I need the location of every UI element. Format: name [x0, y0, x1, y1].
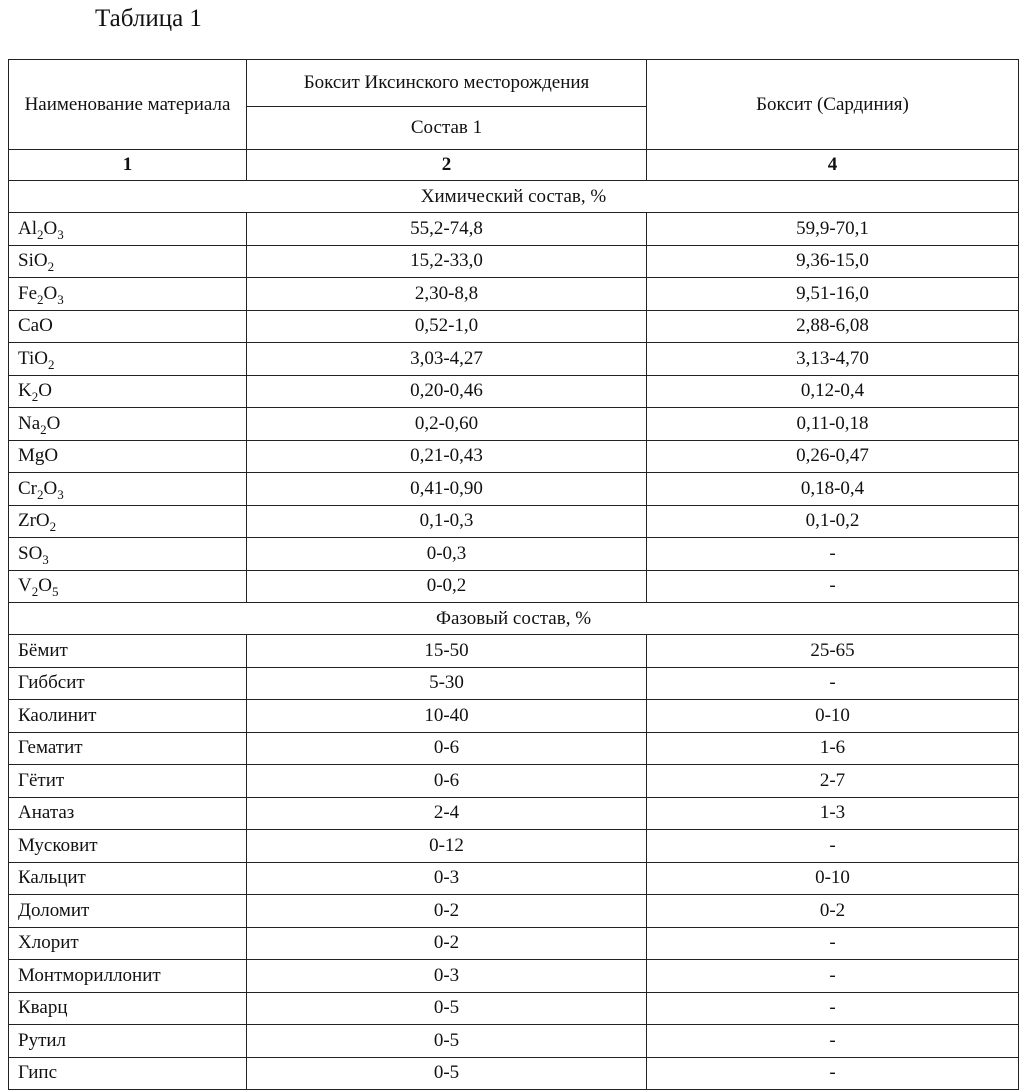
sardinia-value-cell: -: [647, 667, 1019, 700]
material-name-text: Каолинит: [18, 704, 97, 726]
material-name-text: Гиббсит: [18, 672, 85, 694]
formula-subscript: 2: [49, 519, 57, 535]
formula-subscript: 3: [57, 291, 64, 307]
formula-subscript: 2: [31, 584, 39, 600]
material-name-text: O: [38, 380, 52, 402]
sardinia-value-cell: 0,12-0,4: [647, 375, 1019, 408]
table-caption: Таблица 1: [95, 5, 202, 32]
table-body: [9, 60, 1019, 1090]
ixinsky-value-cell: 0,41-0,90: [247, 473, 647, 506]
material-name-text: CaO: [18, 315, 53, 337]
table-row: [9, 408, 1019, 441]
sardinia-value-cell: -: [647, 1057, 1019, 1090]
material-name-cell: [9, 343, 247, 376]
sardinia-value-cell: -: [647, 570, 1019, 603]
sardinia-value-cell: 0,26-0,47: [647, 440, 1019, 473]
material-name-cell: [9, 375, 247, 408]
table-row: [9, 862, 1019, 895]
material-name-text: MgO: [18, 445, 59, 467]
material-name-cell: [9, 927, 247, 960]
material-name-text: V: [18, 575, 32, 597]
material-name-text: Бёмит: [18, 639, 68, 661]
material-name-cell: [9, 310, 247, 343]
material-name-text: ZrO: [18, 510, 50, 532]
material-name-text: O: [43, 282, 58, 304]
table-row: [9, 700, 1019, 733]
table-row: [9, 343, 1019, 376]
formula-subscript: 3: [57, 486, 64, 502]
material-name-cell: [9, 408, 247, 441]
ixinsky-value-cell: 0-6: [247, 732, 647, 765]
ixinsky-value-cell: 0-0,3: [247, 538, 647, 571]
material-name-cell: [9, 732, 247, 765]
table-row: [9, 505, 1019, 538]
sardinia-value-cell: 0-10: [647, 700, 1019, 733]
section-row: [9, 603, 1019, 635]
ixinsky-value-cell: 2,30-8,8: [247, 278, 647, 311]
ixinsky-value-cell: 0,21-0,43: [247, 440, 647, 473]
material-name-text: Fe: [18, 282, 37, 304]
sardinia-value-cell: 2-7: [647, 765, 1019, 798]
material-name-text: Хлорит: [18, 932, 79, 954]
material-name-cell: [9, 1057, 247, 1090]
material-name-text: Na: [18, 412, 41, 434]
sardinia-value-cell: -: [647, 992, 1019, 1025]
table-row: [9, 765, 1019, 798]
table-row: [9, 538, 1019, 571]
table-row: [9, 895, 1019, 928]
material-name-cell: [9, 440, 247, 473]
material-name-cell: [9, 895, 247, 928]
table-row: [9, 960, 1019, 993]
material-name-text: Гётит: [18, 769, 65, 791]
table-row: [9, 797, 1019, 830]
ixinsky-value-cell: 0-5: [247, 992, 647, 1025]
sardinia-value-cell: 9,51-16,0: [647, 278, 1019, 311]
material-name-cell: [9, 278, 247, 311]
sardinia-value-cell: 0,18-0,4: [647, 473, 1019, 506]
table-row: [9, 213, 1019, 246]
header-composition-1: Состав 1: [247, 107, 647, 150]
table-row: [9, 830, 1019, 863]
ixinsky-value-cell: 0,2-0,60: [247, 408, 647, 441]
material-name-cell: [9, 797, 247, 830]
material-name-text: Кальцит: [18, 867, 86, 889]
material-name-cell: [9, 213, 247, 246]
material-name-cell: [9, 667, 247, 700]
formula-subscript: 2: [31, 389, 39, 405]
composition-table: [8, 59, 1019, 1090]
material-name-text: Гематит: [18, 737, 83, 759]
material-name-text: SO: [18, 542, 43, 564]
sardinia-value-cell: 0,11-0,18: [647, 408, 1019, 441]
ixinsky-value-cell: 0-2: [247, 927, 647, 960]
formula-subscript: 2: [37, 486, 44, 502]
sardinia-value-cell: 1-6: [647, 732, 1019, 765]
formula-subscript: 2: [40, 421, 47, 437]
sardinia-value-cell: 9,36-15,0: [647, 245, 1019, 278]
formula-subscript: 3: [42, 551, 49, 567]
table-row: [9, 245, 1019, 278]
ixinsky-value-cell: 0-0,2: [247, 570, 647, 603]
header-material-name: Наименование материала: [9, 60, 247, 150]
material-name-text: O: [43, 217, 58, 239]
table-row: [9, 1057, 1019, 1090]
formula-subscript: 2: [47, 356, 55, 372]
table-row: [9, 310, 1019, 343]
ixinsky-value-cell: 0-5: [247, 1057, 647, 1090]
material-name-text: TiO: [18, 347, 48, 369]
formula-subscript: 3: [57, 226, 64, 242]
table-row: [9, 927, 1019, 960]
column-number-2: 2: [247, 150, 647, 181]
formula-subscript: 2: [47, 259, 55, 275]
ixinsky-value-cell: 10-40: [247, 700, 647, 733]
table-row: [9, 278, 1019, 311]
sardinia-value-cell: 2,88-6,08: [647, 310, 1019, 343]
sardinia-value-cell: 59,9-70,1: [647, 213, 1019, 246]
header-row: [9, 60, 1019, 107]
material-name-cell: [9, 635, 247, 668]
material-name-text: Рутил: [18, 1029, 67, 1051]
material-name-text: K: [18, 380, 32, 402]
ixinsky-value-cell: 0-6: [247, 765, 647, 798]
table-row: [9, 992, 1019, 1025]
sardinia-value-cell: 0-2: [647, 895, 1019, 928]
table-row: [9, 375, 1019, 408]
material-name-text: Кварц: [18, 997, 68, 1019]
sardinia-value-cell: -: [647, 538, 1019, 571]
material-name-text: O: [38, 575, 52, 597]
material-name-text: Доломит: [18, 899, 90, 921]
material-name-text: Cr: [18, 477, 37, 499]
sardinia-value-cell: 1-3: [647, 797, 1019, 830]
table-row: [9, 1025, 1019, 1058]
material-name-cell: [9, 700, 247, 733]
header-sardinia-bauxite: Боксит (Сардиния): [647, 60, 1019, 150]
table-row: [9, 473, 1019, 506]
table-row: [9, 440, 1019, 473]
material-name-cell: [9, 570, 247, 603]
ixinsky-value-cell: 0-5: [247, 1025, 647, 1058]
header-ixinsky-bauxite: Боксит Иксинского месторождения: [247, 60, 647, 107]
column-number-4: 4: [647, 150, 1019, 181]
material-name-cell: [9, 862, 247, 895]
sardinia-value-cell: -: [647, 927, 1019, 960]
ixinsky-value-cell: 0,52-1,0: [247, 310, 647, 343]
formula-subscript: 2: [37, 226, 44, 242]
table-row: [9, 570, 1019, 603]
material-name-text: Монтмориллонит: [18, 964, 161, 986]
table-row: [9, 635, 1019, 668]
material-name-cell: [9, 830, 247, 863]
sardinia-value-cell: -: [647, 960, 1019, 993]
material-name-cell: [9, 505, 247, 538]
sardinia-value-cell: -: [647, 830, 1019, 863]
sardinia-value-cell: 25-65: [647, 635, 1019, 668]
sardinia-value-cell: -: [647, 1025, 1019, 1058]
material-name-text: Мусковит: [18, 834, 98, 856]
table-row: [9, 667, 1019, 700]
column-number-1: 1: [9, 150, 247, 181]
material-name-cell: [9, 765, 247, 798]
material-name-cell: [9, 992, 247, 1025]
sardinia-value-cell: 0-10: [647, 862, 1019, 895]
ixinsky-value-cell: 0-2: [247, 895, 647, 928]
material-name-text: Гипс: [18, 1062, 58, 1084]
column-number-row: [9, 150, 1019, 181]
section-title: Фазовый состав, %: [9, 603, 1019, 635]
section-row: [9, 181, 1019, 213]
ixinsky-value-cell: 3,03-4,27: [247, 343, 647, 376]
material-name-text: Al: [18, 217, 37, 239]
material-name-text: O: [43, 477, 58, 499]
table-row: [9, 732, 1019, 765]
ixinsky-value-cell: 15,2-33,0: [247, 245, 647, 278]
ixinsky-value-cell: 0,20-0,46: [247, 375, 647, 408]
material-name-cell: [9, 473, 247, 506]
ixinsky-value-cell: 2-4: [247, 797, 647, 830]
material-name-text: SiO: [18, 250, 48, 272]
sardinia-value-cell: 0,1-0,2: [647, 505, 1019, 538]
ixinsky-value-cell: 55,2-74,8: [247, 213, 647, 246]
material-name-text: Анатаз: [18, 802, 75, 824]
ixinsky-value-cell: 0-3: [247, 862, 647, 895]
material-name-cell: [9, 1025, 247, 1058]
ixinsky-value-cell: 15-50: [247, 635, 647, 668]
ixinsky-value-cell: 0-12: [247, 830, 647, 863]
section-title: Химический состав, %: [9, 181, 1019, 213]
material-name-text: O: [46, 412, 61, 434]
material-name-cell: [9, 538, 247, 571]
ixinsky-value-cell: 0,1-0,3: [247, 505, 647, 538]
sardinia-value-cell: 3,13-4,70: [647, 343, 1019, 376]
formula-subscript: 2: [37, 291, 44, 307]
ixinsky-value-cell: 5-30: [247, 667, 647, 700]
material-name-cell: [9, 960, 247, 993]
ixinsky-value-cell: 0-3: [247, 960, 647, 993]
material-name-cell: [9, 245, 247, 278]
formula-subscript: 5: [51, 584, 59, 600]
